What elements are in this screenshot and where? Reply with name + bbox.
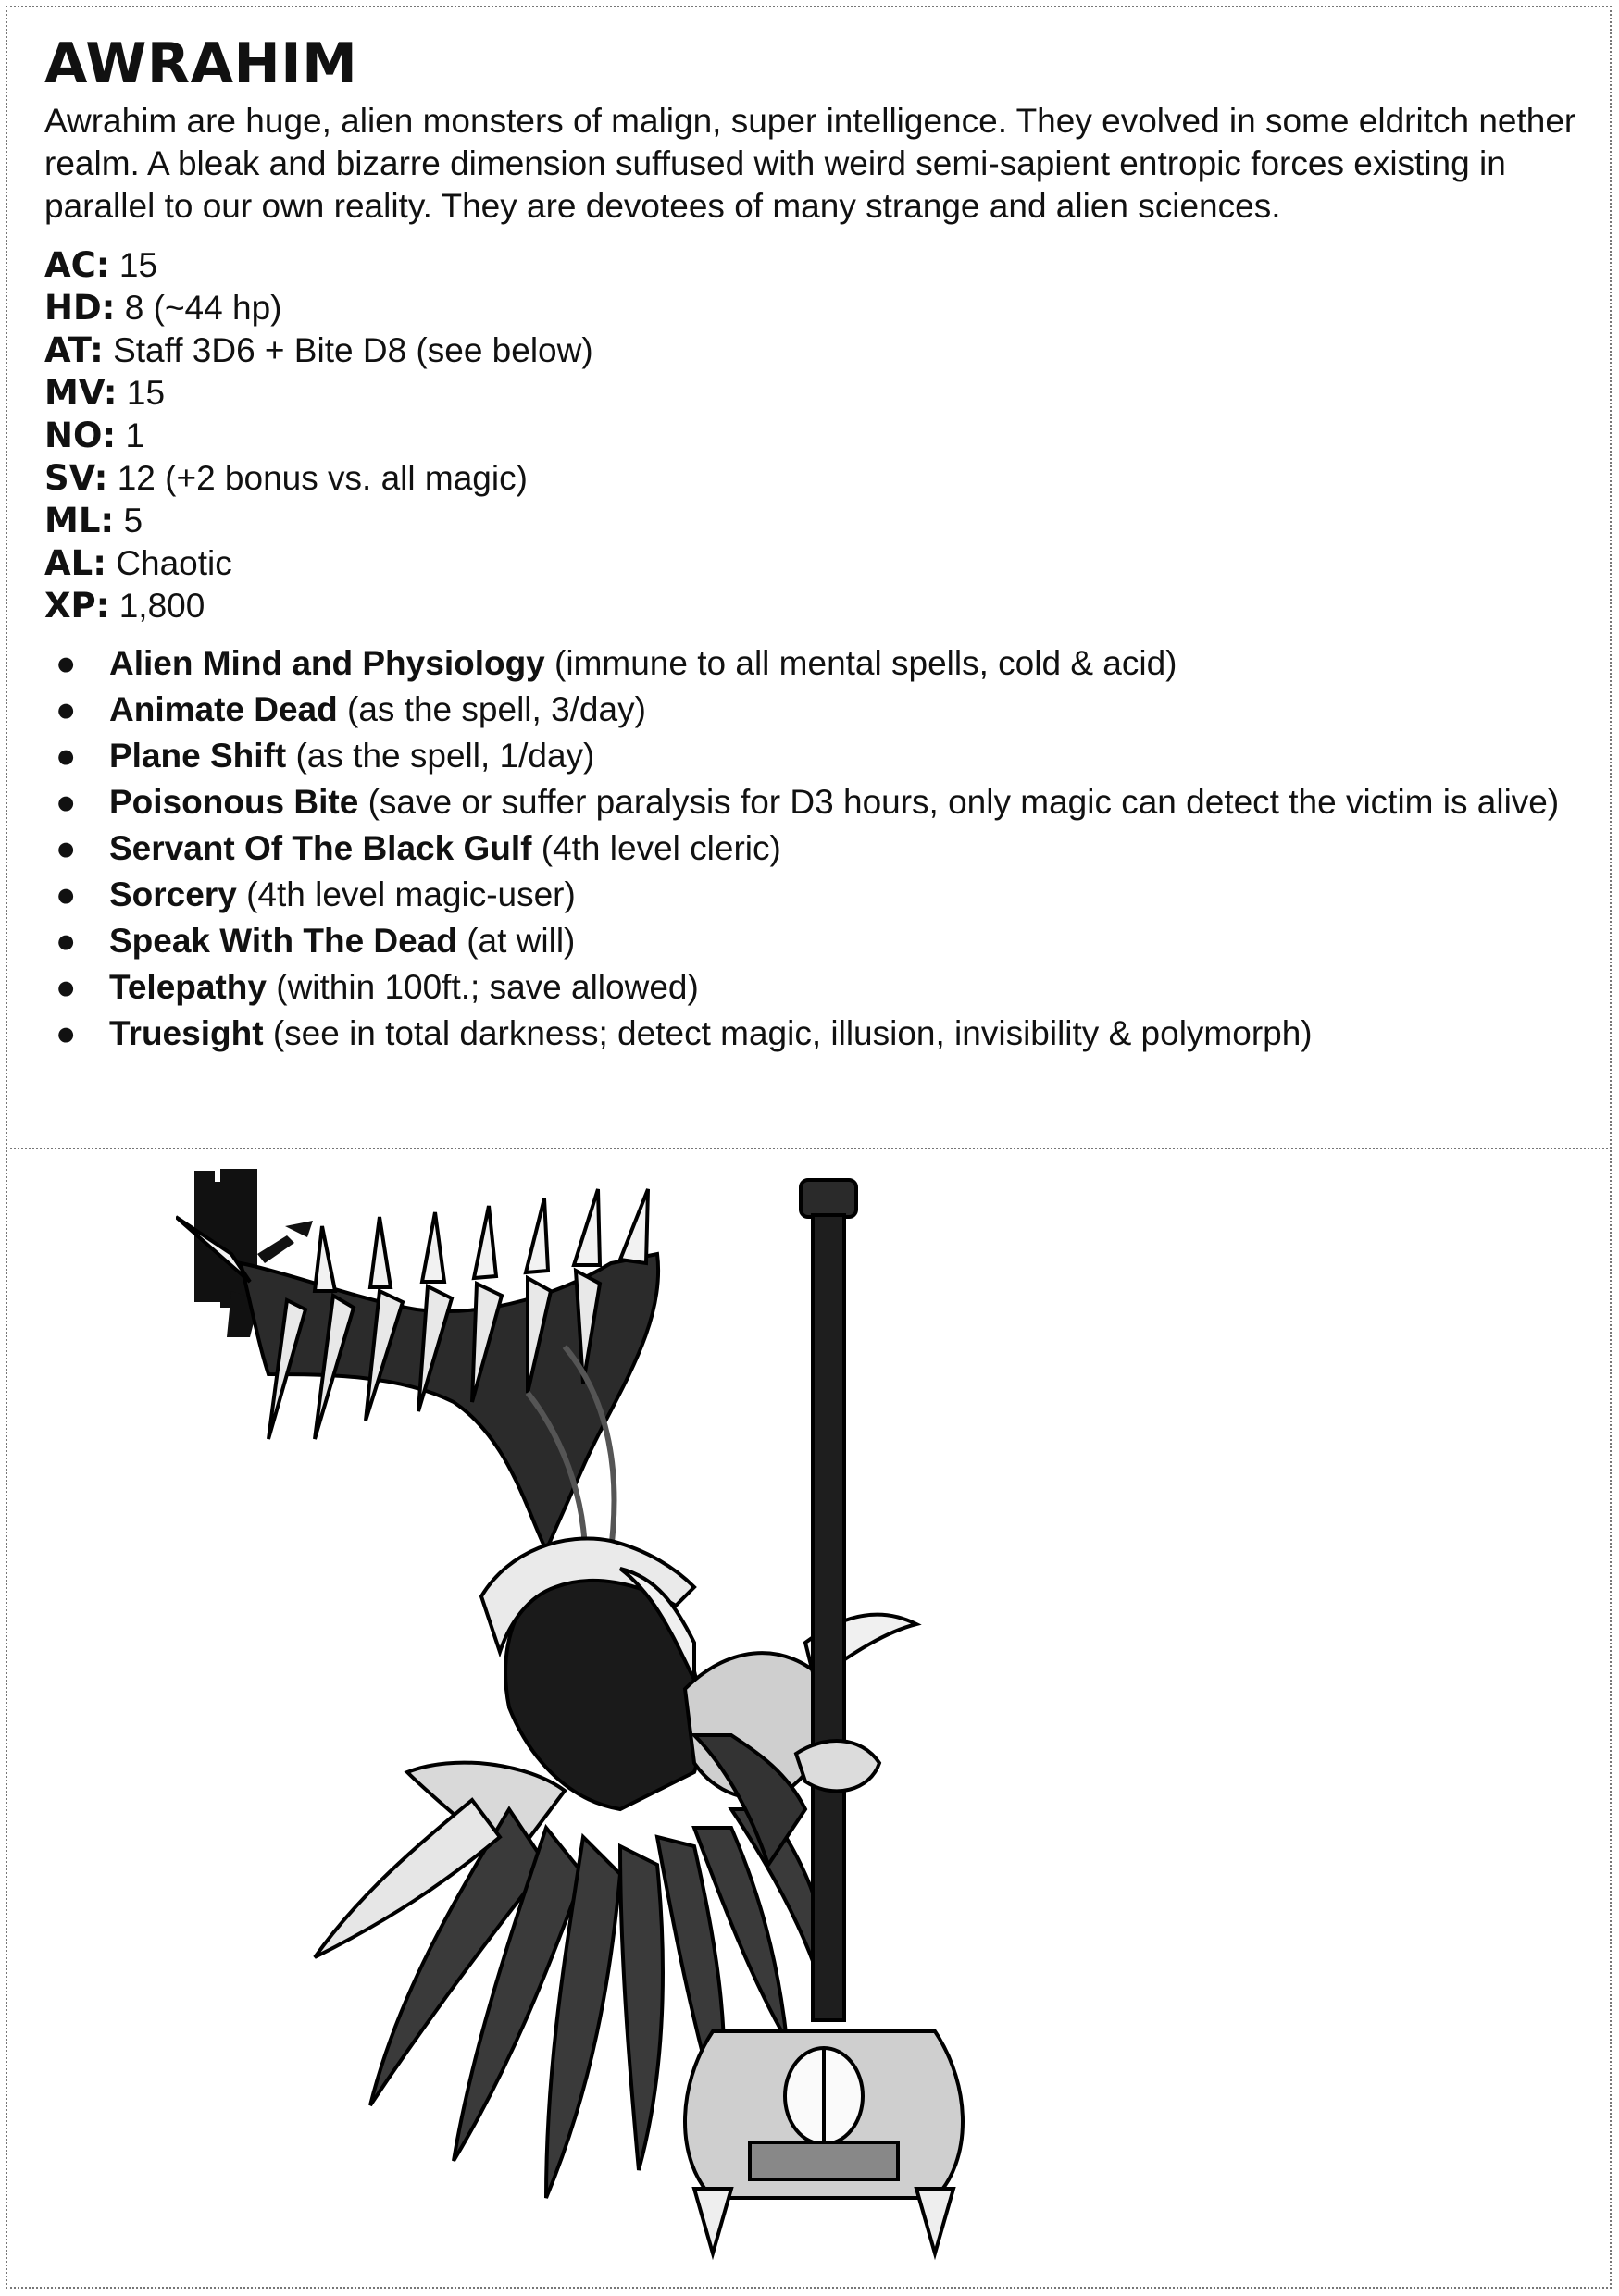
- bullet-icon: ●: [56, 737, 77, 775]
- stat-label: MV:: [44, 373, 118, 413]
- ability-name: Speak With The Dead: [109, 922, 457, 960]
- stat-value: 15: [118, 246, 158, 284]
- ability-item: [44, 779, 1581, 825]
- ability-detail: (immune to all mental spells, cold & acid): [554, 644, 1177, 682]
- ability-name: Telepathy: [109, 968, 267, 1006]
- stat-no: [44, 415, 1581, 457]
- staff-head-ornament: [685, 2031, 963, 2253]
- monster-title: AWRAHIM: [44, 31, 358, 96]
- stat-label: AL:: [44, 543, 107, 583]
- stat-al: [44, 542, 1581, 585]
- stat-label: HD:: [44, 288, 116, 328]
- ability-detail: (save or suffer paralysis for D3 hours, only magic can detect the victim is alive): [367, 783, 1560, 821]
- ability-detail: (see in total darkness; detect magic, illusion, invisibility & polymorph): [272, 1014, 1313, 1052]
- stat-at: [44, 329, 1581, 372]
- bullet-icon: ●: [56, 922, 77, 960]
- ability-name: Poisonous Bite: [109, 783, 359, 821]
- monster-description: Awrahim are huge, alien monsters of malign, super intelligence. They evolved in some eldritch nether realm. A bleak and bizarre dimension suffused with weird semi-sapient entropic forces existing in parallel to our own reality. They are devotees of many strange and alien sciences.: [44, 102, 1576, 225]
- abilities-list: [44, 640, 1581, 1057]
- ability-detail: (4th level magic-user): [246, 875, 576, 913]
- bullet-icon: ●: [56, 829, 77, 867]
- stat-hd: [44, 287, 1581, 329]
- stat-label: AT:: [44, 330, 104, 370]
- monster-illustration: [176, 1161, 1490, 2277]
- stat-label: SV:: [44, 458, 108, 498]
- stat-label: ML:: [44, 501, 115, 540]
- bullet-icon: ●: [56, 783, 77, 821]
- ability-detail: (at will): [467, 922, 576, 960]
- stat-value: Chaotic: [116, 544, 232, 582]
- ability-detail: (as the spell, 1/day): [295, 737, 595, 775]
- ability-name: Alien Mind and Physiology: [109, 644, 545, 682]
- ability-item: [44, 733, 1581, 779]
- ability-name: Sorcery: [109, 875, 237, 913]
- ability-detail: (within 100ft.; save allowed): [276, 968, 699, 1006]
- stat-label: XP:: [44, 586, 110, 626]
- stat-value: 1,800: [118, 587, 205, 625]
- stat-value: Staff 3D6 + Bite D8 (see below): [113, 331, 593, 369]
- stat-label: NO:: [44, 416, 117, 455]
- bullet-icon: ●: [56, 1014, 77, 1052]
- stat-mv: [44, 372, 1581, 415]
- ability-detail: (4th level cleric): [541, 829, 781, 867]
- section-divider: [6, 1148, 1612, 1149]
- ability-item: [44, 964, 1581, 1011]
- stat-value: 12 (+2 bonus vs. all magic): [117, 459, 528, 497]
- stat-value: 8 (~44 hp): [124, 289, 282, 327]
- stat-xp: [44, 585, 1581, 627]
- ability-name: Truesight: [109, 1014, 264, 1052]
- bullet-icon: ●: [56, 644, 77, 682]
- ability-item: [44, 687, 1581, 733]
- stat-block: [44, 28, 1581, 1057]
- ability-name: Plane Shift: [109, 737, 287, 775]
- bullet-icon: ●: [56, 690, 77, 728]
- stat-sv: [44, 457, 1581, 500]
- stat-ac: [44, 244, 1581, 287]
- ability-detail: (as the spell, 3/day): [347, 690, 646, 728]
- ability-item: [44, 872, 1581, 918]
- stat-value: 5: [123, 502, 143, 540]
- bullet-icon: ●: [56, 968, 77, 1006]
- ability-item: [44, 825, 1581, 872]
- bullet-icon: ●: [56, 875, 77, 913]
- ability-item: [44, 1011, 1581, 1057]
- stat-value: 1: [125, 416, 145, 454]
- stats-list: [44, 244, 1581, 627]
- ability-name: Servant Of The Black Gulf: [109, 829, 532, 867]
- ability-item: [44, 640, 1581, 687]
- ability-item: [44, 918, 1581, 964]
- stat-ml: [44, 500, 1581, 542]
- stat-value: 15: [126, 374, 166, 412]
- stat-label: AC:: [44, 245, 110, 285]
- ability-name: Animate Dead: [109, 690, 338, 728]
